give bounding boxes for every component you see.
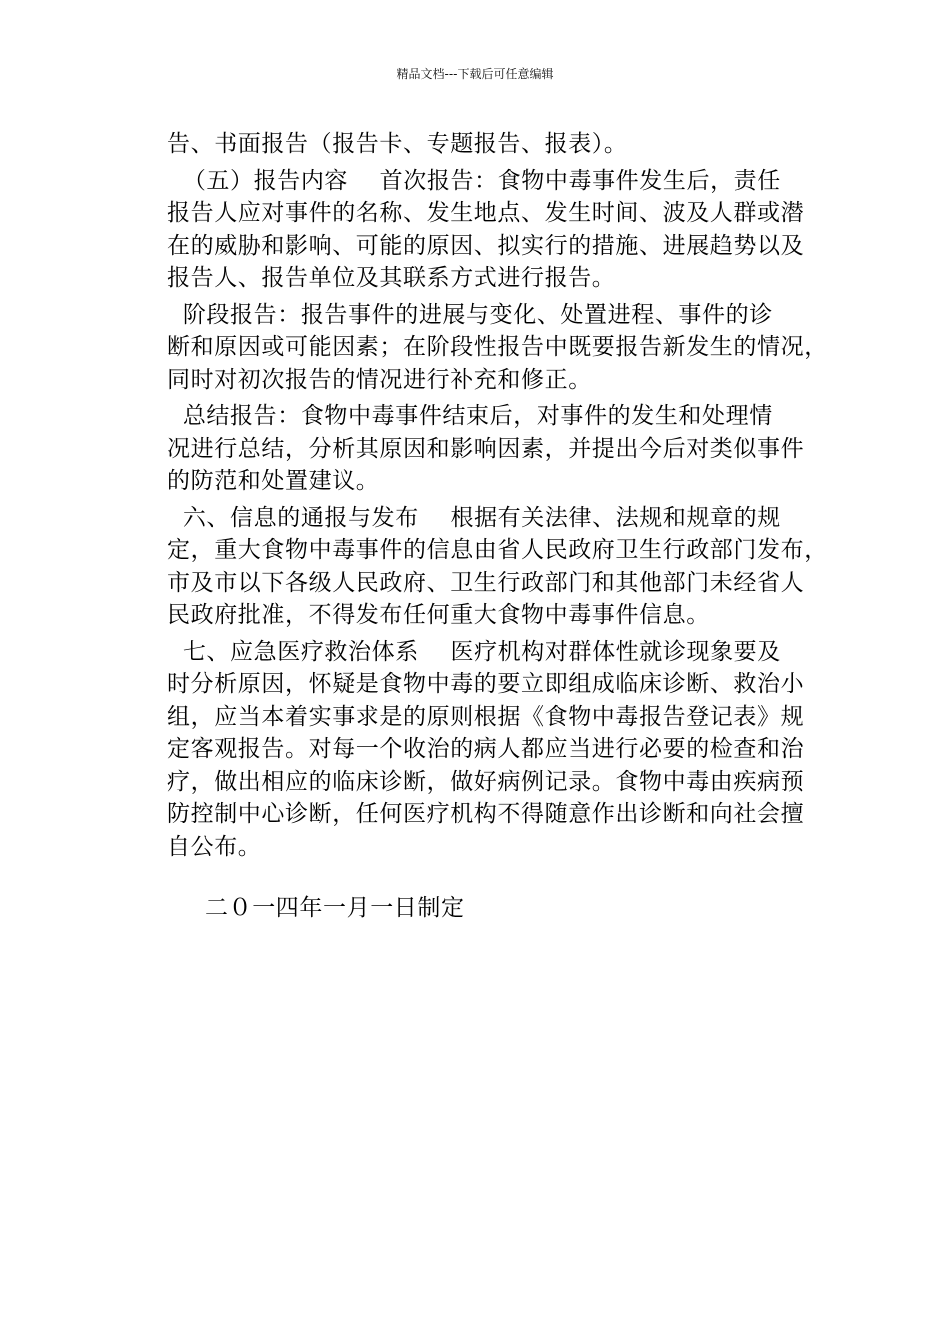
text-line: 时分析原因，怀疑是食物中毒的要立即组成临床诊断、救治小: [167, 671, 805, 697]
paragraph-information-release: [167, 502, 835, 632]
text-line: 组，应当本着实事求是的原则根据《食物中毒报告登记表》规: [167, 703, 805, 730]
text-line: 七、应急医疗救治体系 医疗机构对群体性就诊现象要及: [167, 638, 781, 665]
text-line: 同时对初次报告的情况进行补充和修正。: [167, 366, 592, 393]
text-line: 在的威胁和影响、可能的原因、拟实行的措施、进展趋势以及: [167, 232, 805, 259]
paragraph-emergency-medical-system: [167, 636, 835, 864]
paragraph-stage-report: [167, 299, 835, 397]
text-line: 市及市以下各级人民政府、卫生行政部门和其他部门未经省人: [167, 569, 805, 596]
page-header: 精品文档---下载后可任意编辑: [396, 67, 554, 81]
text-line: 疗，做出相应的临床诊断，做好病例记录。食物中毒由疾病预: [167, 768, 805, 795]
text-line: 报告人应对事件的名称、发生地点、发生时间、波及人群或潜: [167, 200, 805, 226]
paragraph-report-content: [167, 165, 835, 295]
text-line: 防控制中心诊断，任何医疗机构不得随意作出诊断和向社会擅: [167, 801, 805, 827]
text-line: 断和原因或可能因素；在阶段性报告中既要报告新发生的情况，: [167, 334, 828, 360]
text-line: 自公布。: [167, 833, 262, 860]
text-line: 告、书面报告（报告卡、专题报告、报表）。: [167, 131, 628, 157]
document-date: 二０一四年一月一日制定: [205, 895, 465, 921]
text-line: 报告人、报告单位及其联系方式进行报告。: [167, 265, 616, 291]
text-line: 况进行总结，分析其原因和影响因素，并提出今后对类似事件: [167, 435, 805, 462]
text-line: （五）报告内容 首次报告：食物中毒事件发生后，责任: [167, 167, 781, 194]
text-line: 民政府批准，不得发布任何重大食物中毒事件信息。: [167, 602, 710, 628]
paragraph-reporting-forms: [167, 128, 835, 161]
text-line: 总结报告：食物中毒事件结束后，对事件的发生和处理情: [167, 403, 773, 429]
document-body: [167, 128, 835, 863]
text-line: 定，重大食物中毒事件的信息由省人民政府卫生行政部门发布，: [167, 537, 828, 563]
text-line: 的防范和处置建议。: [167, 468, 380, 494]
paragraph-summary-report: [167, 400, 835, 498]
text-line: 阶段报告：报告事件的进展与变化、处置进程、事件的诊: [167, 301, 773, 328]
text-line: 定客观报告。对每一个收治的病人都应当进行必要的检查和治: [167, 736, 805, 762]
text-line: 六、信息的通报与发布 根据有关法律、法规和规章的规: [167, 504, 781, 531]
